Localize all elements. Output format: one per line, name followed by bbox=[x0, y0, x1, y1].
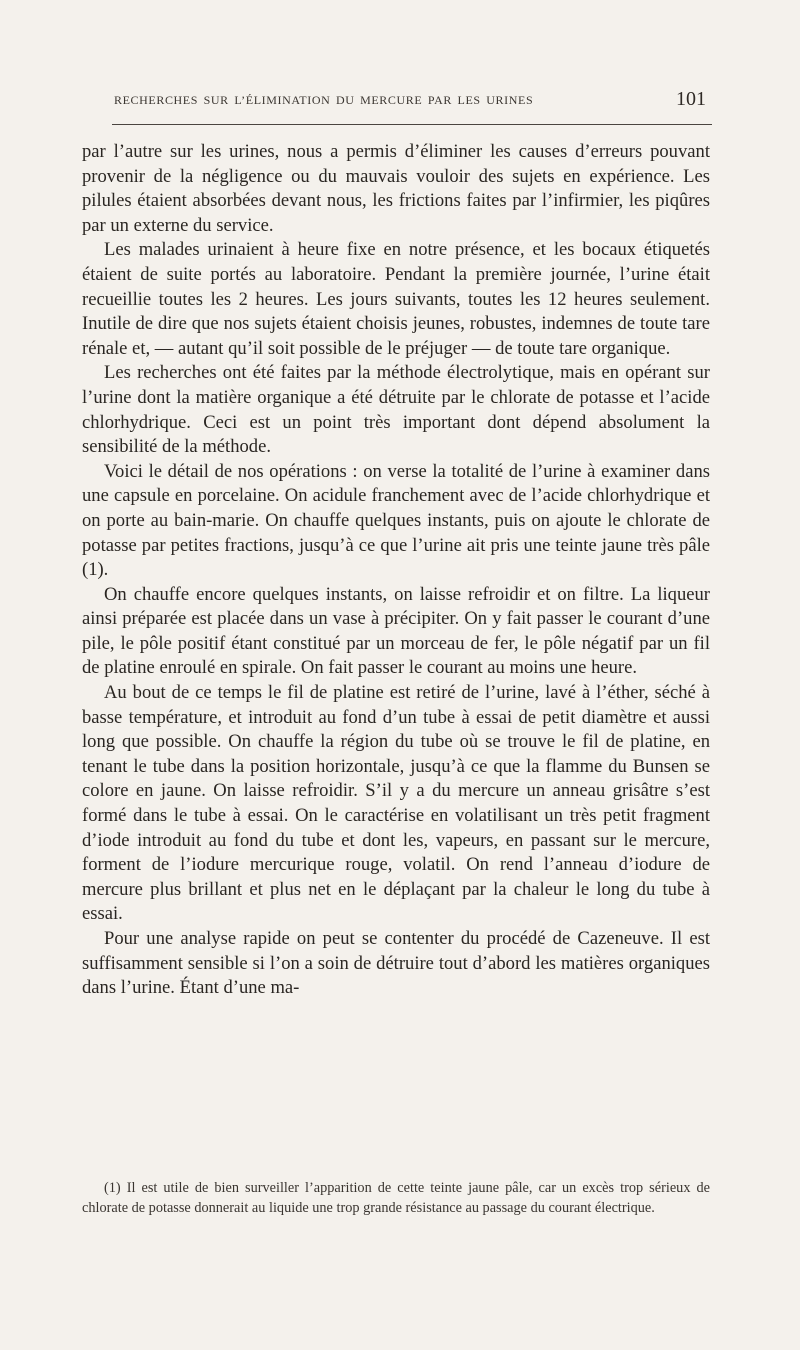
page-header bbox=[82, 88, 710, 118]
book-page bbox=[82, 0, 710, 1350]
running-title: RECHERCHES SUR L’ÉLIMINATION DU MERCURE PAR LES URINES bbox=[114, 93, 534, 107]
footnotes bbox=[82, 1178, 710, 1218]
body-text bbox=[82, 140, 710, 1001]
page-number: 101 bbox=[676, 88, 706, 110]
paragraph: Au bout de ce temps le fil de platine est retiré de l’urine, lavé à l’éther, séché à basse température, et introduit au fond d’un tube à essai de petit diamètre et aussi long que possible. On chauffe la région du tube où se trouve le fil de platine, en tenant le tube dans la position horizontale, jusqu’à ce que la flamme du Bunsen se colore en jaune. On laisse refroidir. S’il y a du mercure un anneau grisâtre s’est formé dans le tube à essai. On le caractérise en volatilisant un très petit fragment d’iode introduit au fond du tube et dont les, vapeurs, en passant sur le mercure, forment de l’iodure mercurique rouge, volatil. On rend l’anneau d’iodure de mercure plus brillant et plus net en le déplaçant par la chaleur le long du tube à essai. bbox=[82, 682, 710, 925]
paragraph: par l’autre sur les urines, nous a permis d’éliminer les causes d’erreurs pouvant provenir de la négligence ou du mauvais vouloir des sujets en expérience. Les pilules étaient absorbées devant nous, les frictions faites par l’infirmier, les piqûres par un externe du service. bbox=[82, 141, 710, 236]
header-rule bbox=[112, 124, 712, 125]
paragraph: On chauffe encore quelques instants, on laisse refroidir et on filtre. La liqueur ainsi préparée est placée dans un vase à précipiter. On y fait passer le courant d’une pile, le pôle positif étant constitué par un morceau de fer, le pôle négatif par un fil de platine enroulé en spirale. On fait passer le courant au moins une heure. bbox=[82, 583, 710, 679]
paragraph: Voici le détail de nos opérations : on verse la totalité de l’urine à examiner dans une capsule en porcelaine. On acidule franchement avec de l’acide chlorhydrique et on porte au bain-marie. On chauffe quelques instants, puis on ajoute le chlorate de potasse par petites fractions, jusqu’à ce que l’urine ait pris une teinte jaune très pâle (1). bbox=[82, 460, 710, 581]
footnote: (1) Il est utile de bien surveiller l’apparition de cette teinte jaune pâle, car un excès trop sérieux de chlorate de potasse donnerait au liquide une trop grande résistance au passage du courant électrique. bbox=[82, 1180, 710, 1216]
paragraph: Pour une analyse rapide on peut se contenter du procédé de Cazeneuve. Il est suffisamment sensible si l’on a soin de détruire tout d’abord les matières organiques dans l’urine. Étant d’une ma- bbox=[82, 928, 710, 999]
paragraph: Les recherches ont été faites par la méthode électrolytique, mais en opérant sur l’urine dont la matière organique a été détruite par le chlorate de potasse et l’acide chlorhydrique. Ceci est un point très important dont dépend absolument la sensibilité de la méthode. bbox=[82, 362, 710, 458]
paragraph: Les malades urinaient à heure fixe en notre présence, et les bocaux étiquetés étaient de suite portés au laboratoire. Pendant la première journée, l’urine était recueillie toutes les 2 heures. Les jours suivants, toutes les 12 heures seulement. Inutile de dire que nos sujets étaient choisis jeunes, robustes, indemnes de toute tare rénale et, — autant qu’il soit possible de le préjuger — de toute tare organique. bbox=[82, 239, 710, 359]
